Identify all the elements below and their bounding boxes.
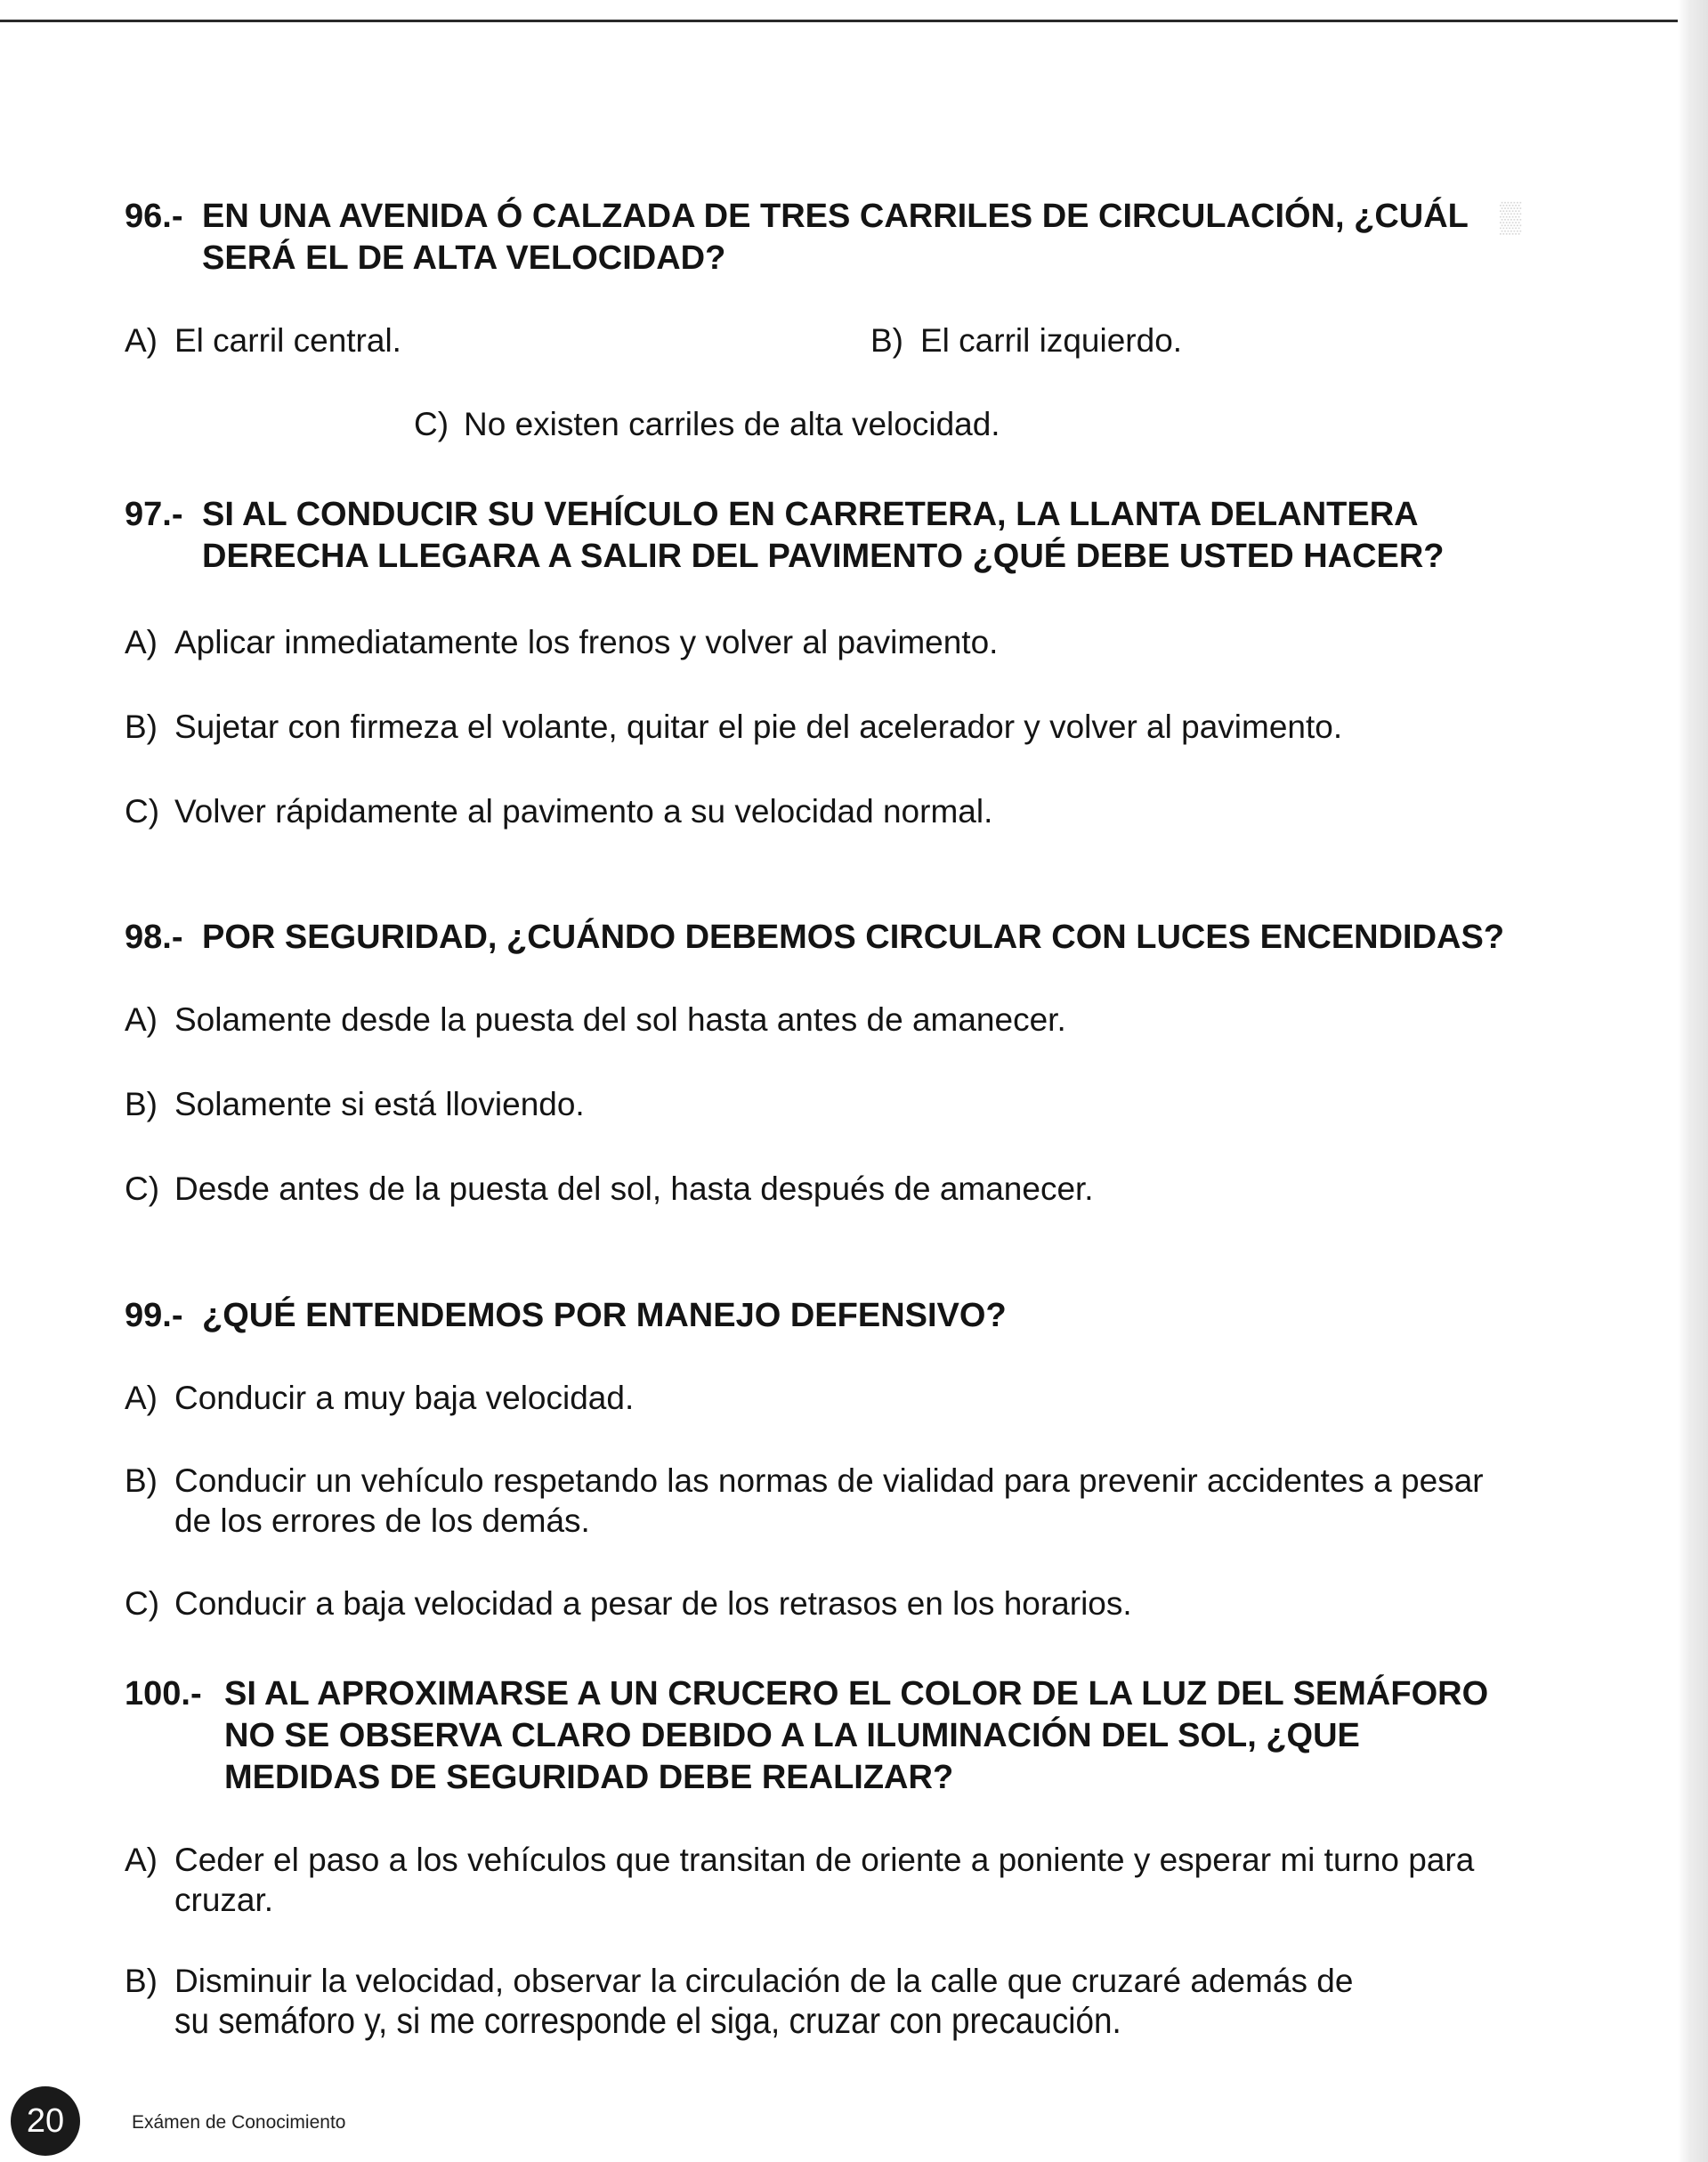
answer-letter: B) bbox=[125, 709, 158, 745]
answer-a bbox=[125, 1378, 1513, 1418]
page-edge-shadow bbox=[1678, 0, 1708, 2162]
answer-letter: B) bbox=[125, 1086, 158, 1122]
question-number: 97.- bbox=[125, 496, 183, 533]
answer-letter: B) bbox=[125, 1462, 158, 1499]
question-100 bbox=[125, 1673, 1513, 2042]
answer-row bbox=[125, 320, 1513, 374]
question-number: 96.- bbox=[125, 198, 183, 235]
page-number-badge: 20 bbox=[11, 2086, 80, 2156]
answer-a bbox=[125, 1840, 1510, 1920]
answer-letter: A) bbox=[125, 1001, 158, 1038]
top-rule bbox=[0, 20, 1691, 22]
answer-c bbox=[125, 1169, 1513, 1209]
answer-b bbox=[125, 1461, 1527, 1541]
answer-c bbox=[414, 404, 1513, 444]
answer-letter: C) bbox=[125, 793, 160, 830]
question-98 bbox=[125, 917, 1513, 1209]
question-text: ¿QUÉ ENTENDEMOS POR MANEJO DEFENSIVO? bbox=[202, 1297, 1007, 1334]
answer-c bbox=[125, 791, 1513, 831]
question-text: SI AL CONDUCIR SU VEHÍCULO EN CARRETERA, LA LLANTA DELANTERA DERECHA LLEGARA A SALIR DEL PAVIMENTO ¿QUÉ DEBE USTED HACER? bbox=[202, 496, 1445, 575]
answer-a bbox=[125, 622, 1513, 662]
answer-text: El carril izquierdo. bbox=[920, 322, 1183, 359]
answer-text: Conducir un vehículo respetando las normas de vialidad para prevenir accidentes a pesar de los errores de los demás. bbox=[174, 1462, 1484, 1539]
question-heading bbox=[125, 917, 1513, 959]
answer-letter: B) bbox=[125, 1963, 158, 1999]
answer-text: El carril central. bbox=[174, 322, 401, 359]
bleed-through-mark: ▒ bbox=[1500, 200, 1522, 234]
answer-letter: C) bbox=[414, 406, 449, 442]
answer-text: Conducir a muy baja velocidad. bbox=[174, 1380, 635, 1416]
answer-text-continued: su semáforo y, si me corresponde el siga, cruzar con precaución. bbox=[174, 2000, 1121, 2041]
answer-b bbox=[870, 320, 1543, 360]
answer-b bbox=[125, 1961, 1527, 2042]
answer-letter: A) bbox=[125, 1380, 158, 1416]
question-heading bbox=[125, 1295, 1513, 1337]
answer-letter: C) bbox=[125, 1585, 160, 1622]
answer-b bbox=[125, 707, 1513, 747]
answer-a bbox=[125, 320, 797, 360]
answer-text: Solamente desde la puesta del sol hasta antes de amanecer. bbox=[174, 1001, 1066, 1038]
answer-text: Conducir a baja velocidad a pesar de los retrasos en los horarios. bbox=[174, 1585, 1132, 1622]
answer-letter: A) bbox=[125, 1842, 158, 1878]
answer-text: Aplicar inmediatamente los frenos y volver al pavimento. bbox=[174, 624, 999, 660]
answer-text: Disminuir la velocidad, observar la circulación de la calle que cruzaré además de bbox=[174, 1963, 1354, 1999]
question-text: SI AL APROXIMARSE A UN CRUCERO EL COLOR DE LA LUZ DEL SEMÁFORO NO SE OBSERVA CLARO DEBIDO A LA ILUMINACIÓN DEL SOL, ¿QUE MEDIDAS DE SEGURIDAD DEBE REALIZAR? bbox=[224, 1675, 1489, 1796]
question-text: POR SEGURIDAD, ¿CUÁNDO DEBEMOS CIRCULAR CON LUCES ENCENDIDAS? bbox=[202, 919, 1505, 956]
question-96 bbox=[125, 196, 1513, 444]
footer-title: Exámen de Conocimiento bbox=[132, 2112, 346, 2133]
answer-letter: A) bbox=[125, 322, 158, 359]
question-text: EN UNA AVENIDA Ó CALZADA DE TRES CARRILES DE CIRCULACIÓN, ¿CUÁL SERÁ EL DE ALTA VELOCIDAD? bbox=[202, 198, 1469, 277]
answer-b bbox=[125, 1084, 1513, 1124]
answer-text: Ceder el paso a los vehículos que transitan de oriente a poniente y esperar mi turno para cruzar. bbox=[174, 1842, 1475, 1918]
answer-a bbox=[125, 1000, 1513, 1040]
answer-text: Solamente si está lloviendo. bbox=[174, 1086, 585, 1122]
answer-text: Sujetar con firmeza el volante, quitar el pie del acelerador y volver al pavimento. bbox=[174, 709, 1343, 745]
question-heading bbox=[125, 196, 1513, 279]
question-heading bbox=[125, 494, 1513, 578]
answer-letter: B) bbox=[870, 322, 903, 359]
answer-text: Desde antes de la puesta del sol, hasta después de amanecer. bbox=[174, 1170, 1094, 1207]
question-99 bbox=[125, 1295, 1513, 1624]
answer-text: No existen carriles de alta velocidad. bbox=[464, 406, 1000, 442]
question-97 bbox=[125, 494, 1513, 831]
answer-text: Volver rápidamente al pavimento a su velocidad normal. bbox=[174, 793, 993, 830]
question-number: 100.- bbox=[125, 1675, 202, 1713]
question-heading bbox=[125, 1673, 1513, 1799]
question-number: 99.- bbox=[125, 1297, 183, 1334]
answer-letter: C) bbox=[125, 1170, 160, 1207]
answer-letter: A) bbox=[125, 624, 158, 660]
answer-c bbox=[125, 1583, 1513, 1624]
question-number: 98.- bbox=[125, 919, 183, 956]
